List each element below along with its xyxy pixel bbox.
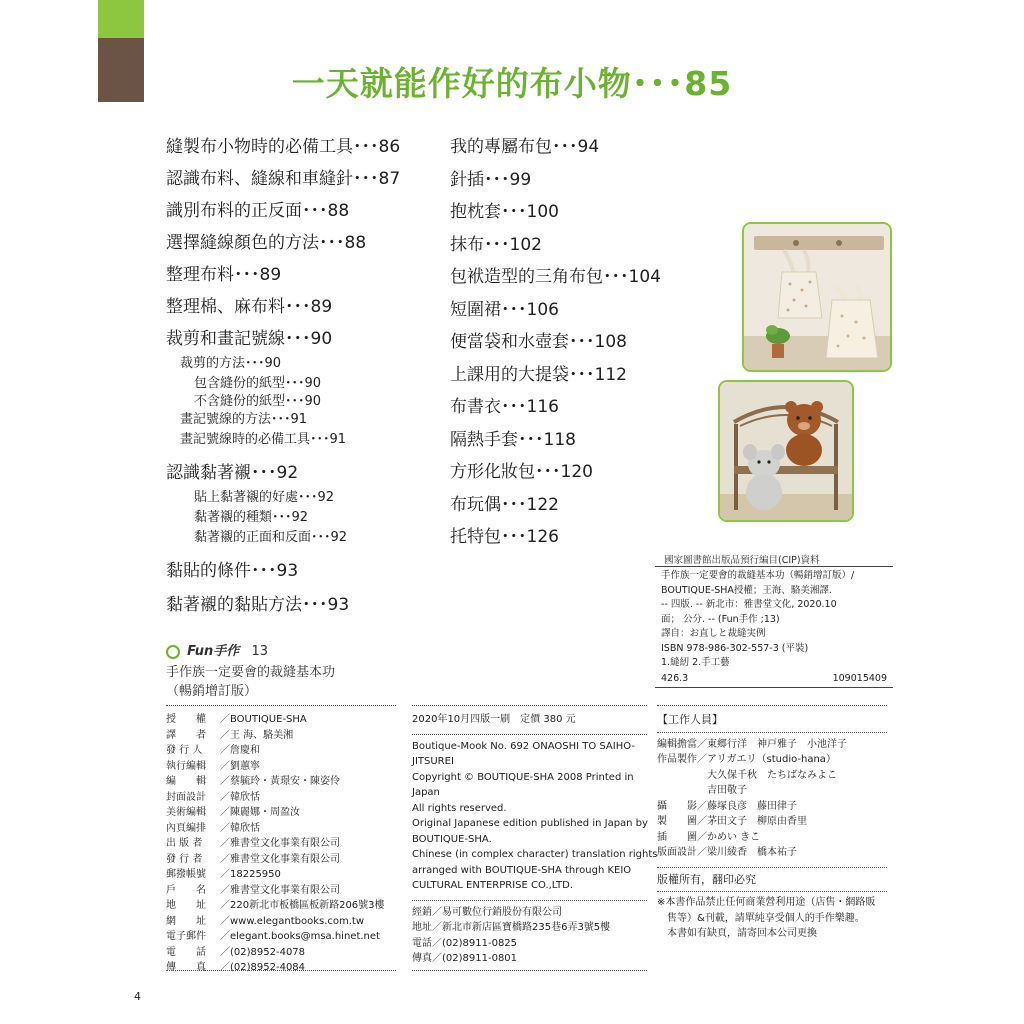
- toc-entry: 裁剪的方法･･･90: [180, 356, 282, 371]
- publisher-row: [166, 836, 396, 852]
- copyright-line: Original Japanese edition published in Japan by: [412, 818, 648, 829]
- cip-line: 譯自：お直しと裁縫実例: [661, 628, 766, 639]
- toc-entry: 針插･･･99: [450, 169, 532, 190]
- toc-entry: 認識布料、縫線和車縫針･･･87: [166, 169, 401, 189]
- publisher-label: 授 權: [166, 714, 206, 725]
- publisher-label: 戶 名: [166, 884, 206, 896]
- separator: ／: [220, 946, 230, 958]
- publisher-row: [166, 790, 396, 806]
- separator: ／: [220, 869, 230, 880]
- publisher-row: [166, 960, 396, 976]
- publisher-row: [166, 805, 396, 821]
- toc-entry: 不含縫份的紙型･･･90: [194, 394, 322, 409]
- publisher-value: 蔡毓玲・黃璟安・陳姿伶: [230, 776, 340, 787]
- separator: ／: [220, 745, 230, 756]
- publisher-row: [166, 743, 396, 759]
- toc-entry: 包袱造型的三角布包･･･104: [450, 267, 661, 287]
- publisher-label: 譯 者: [166, 729, 206, 741]
- staff-line: 版面設計／梁川綾香 橋本祐子: [657, 847, 797, 858]
- series-logo-text: Fun手作: [187, 644, 240, 659]
- toc-entry: 縫製布小物時的必備工具･･･86: [166, 137, 401, 157]
- toc-entry: 黏著襯的種類･･･92: [194, 510, 309, 525]
- tote-bags-photo: [742, 222, 892, 372]
- toc-entry: 黏著襯的正面和反面･･･92: [194, 530, 348, 545]
- publisher-label: 發 行 者: [166, 853, 203, 865]
- publisher-label: 執行編輯: [166, 760, 206, 772]
- staff-line: 大久保千秋 たちばなみよこ: [657, 769, 837, 781]
- divider: [412, 734, 647, 735]
- separator: ／: [220, 807, 230, 818]
- publisher-label: 內頁編排: [166, 822, 206, 834]
- publisher-value: www.elegantbooks.com.tw: [230, 915, 365, 927]
- separator: ／: [220, 776, 230, 787]
- toc-entry: 黏貼的條件･･･93: [166, 561, 299, 581]
- toc-entry: 托特包･･･126: [450, 527, 559, 547]
- copyright-line: CULTURAL ENTERPRISE CO.,LTD.: [412, 880, 573, 891]
- staff-line: 作品製作／アリガエリ（studio-hana）: [657, 754, 836, 765]
- cip-line: ISBN 978-986-302-557-3 (平裝): [661, 642, 809, 654]
- cip-caption: 國家圖書館出版品預行編目(CIP)資料: [664, 555, 820, 566]
- publisher-row: [166, 821, 396, 837]
- copyright-line: Copyright © BOUTIQUE-SHA 2008 Printed in: [412, 771, 634, 783]
- publisher-value: (02)8952-4078: [230, 946, 306, 958]
- distributor-line: 地址／新北市新店區寶橋路235巷6弄3號5樓: [412, 922, 611, 933]
- separator: ／: [220, 760, 230, 772]
- separator: ／: [220, 853, 230, 865]
- separator: ／: [220, 838, 230, 849]
- publisher-label: 美術編輯: [166, 807, 206, 818]
- divider: [412, 970, 647, 971]
- note-line: 本書如有缺頁，請寄回本公司更換: [657, 928, 817, 939]
- toc-entry: 抹布･･･102: [450, 234, 542, 255]
- toc-entry: 方形化妝包･･･120: [450, 462, 593, 482]
- toc-entry: 裁剪和畫記號線･･･90: [166, 329, 333, 349]
- toc-entry: 認識黏著襯･･･92: [166, 463, 299, 483]
- publisher-value: 陳麗娜・周盈汝: [230, 807, 300, 818]
- publisher-value: 王 海、駱美湘: [230, 729, 294, 741]
- publisher-label: 編 輯: [166, 776, 206, 787]
- staff-info: [657, 712, 887, 942]
- series-logo: [166, 640, 268, 659]
- publisher-value: 韓欣恬: [230, 791, 260, 803]
- page-title: 一天就能作好的布小物･･･85: [291, 64, 733, 103]
- separator: ／: [220, 900, 230, 911]
- staff-line: 編輯擔當／東郷行洋 神戸雅子 小池洋子: [657, 738, 847, 750]
- publisher-label: 傳 真: [166, 962, 206, 973]
- edition-info: [412, 712, 658, 967]
- copyright-line: JITSUREI: [412, 756, 454, 767]
- toc-entry: 整理棉、麻布料･･･89: [166, 297, 333, 317]
- separator: ／: [220, 884, 230, 896]
- cip-class-number: 426.3: [661, 672, 689, 684]
- publisher-value: elegant.books@msa.hinet.net: [230, 931, 380, 942]
- distributor-line: 傳真／(02)8911-0801: [412, 953, 518, 964]
- publisher-label: 電 話: [166, 946, 206, 958]
- book-title-line: 手作族一定要會的裁縫基本功: [166, 665, 336, 680]
- staff-list: [657, 737, 887, 861]
- note-line: ※本書作品禁止任何商業營利用途（店售・網路販: [657, 897, 876, 908]
- cip-line: -- 四版. -- 新北市：雅書堂文化, 2020.10: [661, 599, 837, 610]
- divider: [657, 705, 887, 706]
- copyright-line: Boutique-Mook No. 692 ONAOSHI TO SAIHO-: [412, 740, 635, 752]
- separator: ／: [220, 822, 230, 834]
- cip-line: BOUTIQUE-SHA授權；王海、駱美湘譯.: [661, 584, 832, 596]
- publisher-value: 雅書堂文化事業有限公司: [230, 853, 340, 865]
- publisher-label: 郵撥帳號: [166, 869, 206, 880]
- copyright-line: Japan: [412, 787, 440, 798]
- publisher-row: [166, 914, 396, 930]
- note-line: 售等）&刊載，請單純享受個人的手作樂趣。: [657, 912, 865, 924]
- publisher-value: 雅書堂文化事業有限公司: [230, 884, 340, 896]
- toc-entry: 布書衣･･･116: [450, 397, 559, 417]
- page-number: 4: [134, 990, 141, 1003]
- distributor-block: [412, 905, 647, 967]
- publisher-value: 韓欣恬: [230, 822, 260, 834]
- publisher-row: [166, 929, 396, 945]
- divider: [166, 970, 396, 971]
- staff-line: 吉田敬子: [657, 785, 747, 796]
- publisher-row: [166, 852, 396, 868]
- publisher-value: BOUTIQUE-SHA: [230, 714, 307, 725]
- separator: ／: [220, 915, 230, 927]
- book-title-line: （暢銷增訂版）: [166, 684, 258, 699]
- staff-heading: 【工作人員】: [657, 713, 723, 726]
- toc-entry: 畫記號線的方法･･･91: [180, 412, 308, 427]
- toc-entry: 整理布料･･･89: [166, 265, 282, 285]
- cip-record-number: 109015409: [832, 672, 887, 684]
- copyright-line: All rights reserved.: [412, 802, 507, 814]
- publisher-value: 劉蕙寧: [230, 760, 260, 772]
- copyright-line: arranged with BOUTIQUE-SHA through KEIO: [412, 864, 632, 876]
- staff-line: 製 圖／茅田文子 柳原由香里: [657, 816, 807, 827]
- copyright-line: BOUTIQUE-SHA.: [412, 833, 492, 845]
- staff-line: 攝 影／藤塚良彦 藤田律子: [657, 800, 797, 812]
- copyright-line: Chinese (in complex character) translation rights: [412, 849, 658, 860]
- publisher-value: 雅書堂文化事業有限公司: [230, 838, 340, 849]
- toc-entry: 貼上黏著襯的好處･･･92: [194, 490, 335, 505]
- publisher-info: [166, 712, 396, 976]
- distributor-line: 經銷／易可數位行銷股份有限公司: [412, 906, 562, 918]
- publisher-row: [166, 867, 396, 883]
- publisher-row: [166, 883, 396, 899]
- publisher-value: 220新北市板橋區板新路206號3樓: [230, 900, 385, 911]
- toc-entry: 短圍裙･･･106: [450, 299, 559, 320]
- separator: ／: [220, 729, 230, 741]
- separator: ／: [220, 931, 230, 942]
- print-line: 2020年10月四版一刷 定價 380 元: [412, 714, 576, 725]
- publisher-row: [166, 712, 396, 728]
- spiral-logo-icon: [166, 645, 180, 659]
- separator: ／: [220, 962, 230, 973]
- plush-toys-photo: [718, 380, 854, 522]
- toc-entry: 選擇縫線顏色的方法･･･88: [166, 233, 367, 253]
- divider: [657, 867, 887, 868]
- divider: [412, 705, 647, 706]
- cip-numbers: [661, 672, 887, 687]
- toc-entry: 便當袋和水壺套･･･108: [450, 332, 627, 352]
- divider: [412, 900, 647, 901]
- publisher-label: 網 址: [166, 915, 206, 927]
- toc-entry: 上課用的大提袋･･･112: [450, 364, 627, 385]
- usage-notes: [657, 895, 887, 942]
- publisher-row: [166, 898, 396, 914]
- publisher-label: 封面設計: [166, 791, 206, 803]
- toc-entry: 識別布料的正反面･･･88: [166, 201, 350, 221]
- rights-notice: 版權所有，翻印必究: [657, 872, 756, 886]
- decor-green-block: [98, 0, 144, 38]
- cip-line: 面； 公分. -- (Fun手作 ;13): [661, 613, 780, 625]
- toc-entry: 黏著襯的黏貼方法･･･93: [166, 595, 350, 615]
- toc-entry: 抱枕套･･･100: [450, 202, 559, 222]
- publisher-row: [166, 945, 396, 961]
- divider: [166, 705, 396, 706]
- publisher-row: [166, 774, 396, 790]
- staff-line: 插 圖／かめい きこ: [657, 831, 761, 843]
- toc-entry: 隔熱手套･･･118: [450, 429, 576, 450]
- cip-line: 手作族一定要會的裁縫基本功（暢銷增訂版）/: [661, 570, 855, 581]
- distributor-line: 電話／(02)8911-0825: [412, 937, 518, 949]
- copyright-block: [412, 739, 658, 894]
- publisher-row: [166, 728, 396, 744]
- cip-line: 1.縫紉 2.手工藝: [661, 657, 730, 668]
- toc-entry: 布玩偶･･･122: [450, 494, 559, 515]
- publisher-value: (02)8952-4084: [230, 962, 306, 973]
- publisher-value: 18225950: [230, 869, 281, 880]
- series-number: 13: [251, 644, 268, 659]
- publisher-label: 發 行 人: [166, 745, 203, 756]
- separator: ／: [220, 714, 230, 725]
- divider: [657, 732, 887, 733]
- divider: [657, 891, 887, 892]
- toc-entry: 我的專屬布包･･･94: [450, 137, 600, 157]
- publisher-row: [166, 759, 396, 775]
- separator: ／: [220, 791, 230, 803]
- toc-entry: 包含縫份的紙型･･･90: [194, 376, 322, 391]
- book-title: [166, 663, 335, 701]
- publisher-value: 詹慶和: [230, 745, 260, 756]
- cip-record: [655, 566, 893, 688]
- publisher-label: 電子郵件: [166, 931, 206, 942]
- toc-entry: 畫記號線時的必備工具･･･91: [180, 432, 347, 447]
- publisher-label: 地 址: [166, 900, 206, 911]
- publisher-label: 出 版 者: [166, 838, 203, 849]
